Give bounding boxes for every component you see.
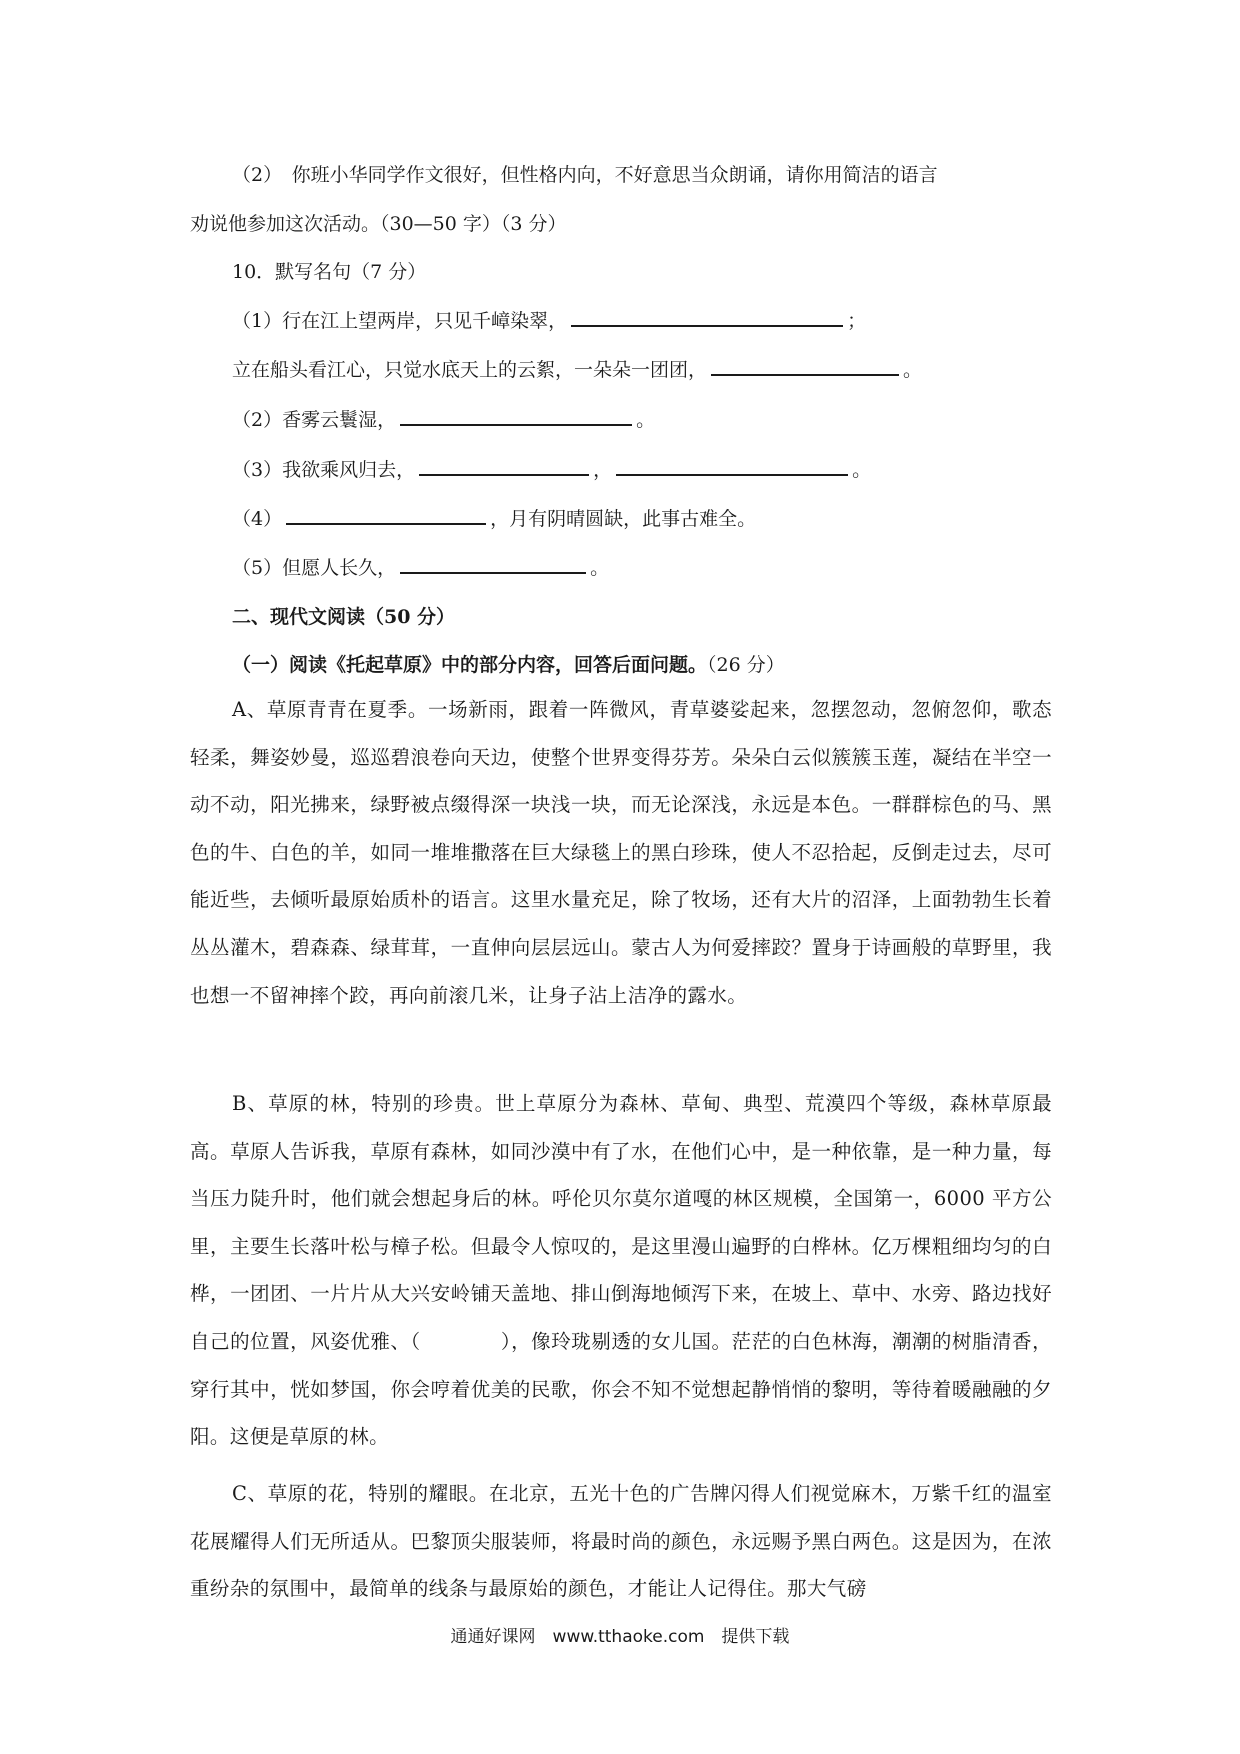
answer-blank[interactable] [711, 356, 899, 376]
item-punct: 。 [636, 409, 656, 431]
section-2-subtitle [232, 652, 785, 678]
question-10-item-1b [232, 356, 922, 383]
answer-blank[interactable] [400, 406, 632, 426]
item-text: （5）但愿人长久， [232, 557, 397, 579]
item-punct: 。 [590, 557, 610, 579]
item-text: 立在船头看江心，只觉水底天上的云絮，一朵朵一团团， [232, 359, 708, 381]
passage-paragraph-a: A、草原青青在夏季。一场新雨，跟着一阵微风，青草婆娑起来，忽摆忽动，忽俯忽仰，歌态轻柔，舞姿妙曼，巡巡碧浪卷向天边，使整个世界变得芬芳。朵朵白云似簇簇玉莲，凝结在半空一动不动，阳光拂来，绿野被点缀得深一块浅一块，而无论深浅，永远是本色。一群群棕色的马、黑色的牛、白色的羊，如同一堆堆撒落在巨大绿毯上的黑白珍珠，使人不忍拾起，反倒走过去，尽可能近些，去倾听最原始质朴的语言。这里水量充足，除了牧场，还有大片的沼泽，上面勃勃生长着丛丛灌木，碧森森、绿茸茸，一直伸向层层远山。蒙古人为何爱摔跤？置身于诗画般的草野里，我也想一不留神摔个跤，再向前滚几米，让身子沾上洁净的露水。 [190, 698, 1052, 1007]
item-text: （2）香雾云鬟湿， [232, 409, 397, 431]
answer-blank[interactable] [400, 554, 586, 574]
question-10-title: 10．默写名句（7 分） [232, 261, 427, 283]
passage-paragraph-c: C、草原的花，特别的耀眼。在北京，五光十色的广告牌闪得人们视觉麻木，万紫千红的温室花展耀得人们无所适从。巴黎顶尖服装师，将最时尚的颜色，永远赐予黑白两色。这是因为，在浓重纷杂的氛围中，最简单的线条与最原始的颜色，才能让人记得住。那大气磅 [190, 1482, 1052, 1601]
question-10-item-2 [232, 406, 655, 433]
subtitle-score: （26 分） [707, 654, 785, 676]
item-text: ，月有阴晴圆缺，此事古难全。 [490, 508, 757, 530]
answer-blank[interactable] [616, 456, 848, 476]
item-punct: ； [847, 310, 867, 332]
answer-blank[interactable] [286, 505, 486, 525]
item-text: （4） [232, 508, 283, 530]
question-10-item-5 [232, 554, 609, 581]
answer-blank[interactable] [419, 456, 589, 476]
question-9-2-line-1: （2） 你班小华同学作文很好，但性格内向，不好意思当众朗诵，请你用简洁的语言 [232, 164, 938, 186]
question-10-item-4 [232, 505, 756, 532]
item-text: （3）我欲乘风归去， [232, 459, 416, 481]
answer-blank[interactable] [571, 307, 843, 327]
passage-paragraph-b: B、草原的林，特别的珍贵。世上草原分为森林、草甸、典型、荒漠四个等级，森林草原最高。草原人告诉我，草原有森林，如同沙漠中有了水，在他们心中，是一种依靠，是一种力量，每当压力陡升时，他们就会想起身后的林。呼伦贝尔莫尔道嘎的林区规模，全国第一，6000 平方公里，主要生长落叶松与樟子松。但最令人惊叹的，是这里漫山遍野的白桦林。亿万棵粗细均匀的白桦，一团团、一片片从大兴安岭铺天盖地、排山倒海地倾泻下来，在坡上、草中、水旁、路边找好自己的位置，风姿优雅、（ ），像玲珑剔透的女儿国。茫茫的白色林海，潮潮的树脂清香，穿行其中，恍如梦国，你会哼着优美的民歌，你会不知不觉想起静悄悄的黎明，等待着暖融融的夕阳。这便是草原的林。 [190, 1092, 1052, 1449]
page-footer: 通通好课网 www.tthaoke.com 提供下载 [450, 1627, 790, 1647]
subtitle-instruction: （一）阅读《托起草原》中的部分内容，回答后面问题。 [232, 654, 708, 676]
item-punct: 。 [852, 459, 872, 481]
item-punct: 。 [903, 359, 923, 381]
question-10-item-1a [232, 307, 866, 334]
item-punct: ， [593, 459, 613, 481]
section-2-title: 二、现代文阅读（50 分） [232, 606, 456, 628]
question-9-2-line-2: 劝说他参加这次活动。（30—50 字）（3 分） [190, 213, 567, 235]
question-10-item-3 [232, 456, 871, 483]
item-text: （1）行在江上望两岸，只见千嶂染翠， [232, 310, 568, 332]
